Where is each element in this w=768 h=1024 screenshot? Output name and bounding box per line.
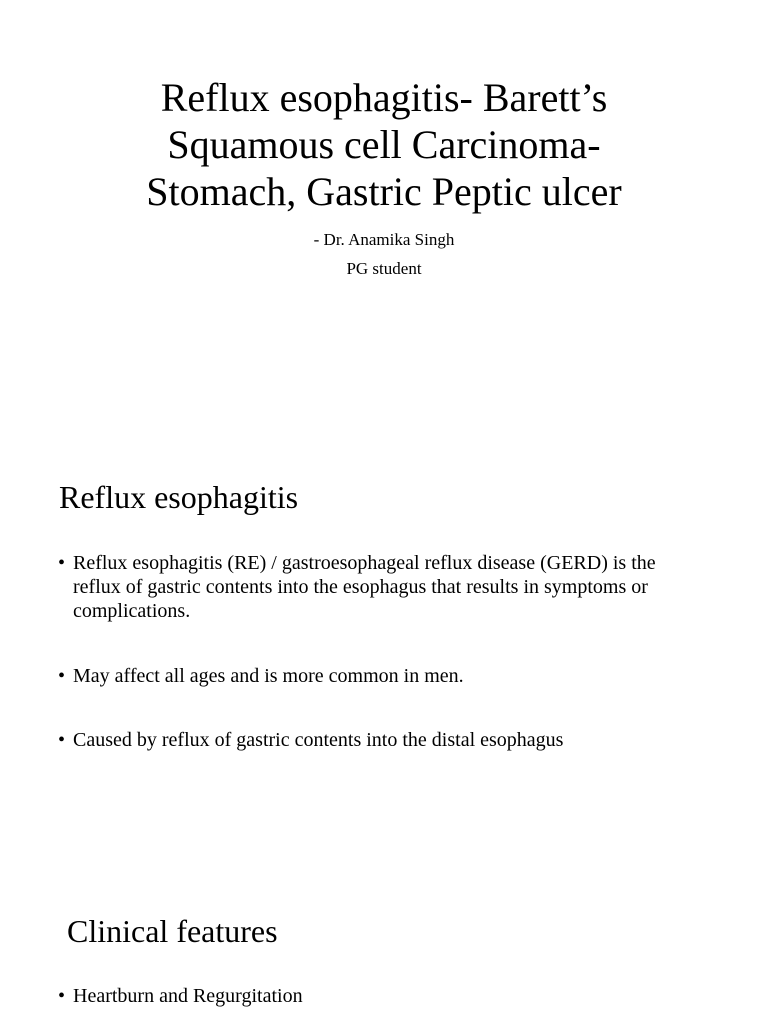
title-line-1: Reflux esophagitis- Barett’s (160, 75, 608, 120)
bullet-text: May affect all ages and is more common in men. (73, 665, 464, 687)
bullet-text: Heartburn and Regurgitation (73, 985, 303, 1007)
title-slide (0, 74, 768, 283)
bullet-dot: • (58, 985, 66, 1007)
list-item (58, 728, 708, 752)
list-item (58, 551, 708, 623)
list-item (58, 664, 708, 688)
clinical-heading: Clinical features (67, 913, 278, 949)
title-line-3: Stomach, Gastric Peptic ulcer (146, 169, 622, 214)
bullet-text: Reflux esophagitis (RE) / gastroesophageal reflux disease (GERD) is the reflux of gastric contents into the esophagus that results in symptoms or complications. (73, 552, 656, 622)
bullet-dot: • (58, 665, 66, 687)
bullet-text: Caused by reflux of gastric contents into the distal esophagus (73, 729, 564, 751)
author-name: - Dr. Anamika Singh (313, 230, 455, 249)
bullet-dot: • (58, 729, 66, 751)
reflux-heading: Reflux esophagitis (59, 479, 299, 515)
subtitle (0, 225, 768, 283)
author-role: PG student (346, 259, 422, 278)
list-item (58, 984, 708, 1008)
bullet-dot: • (58, 552, 66, 574)
title-line-2: Squamous cell Carcinoma- (167, 122, 601, 167)
